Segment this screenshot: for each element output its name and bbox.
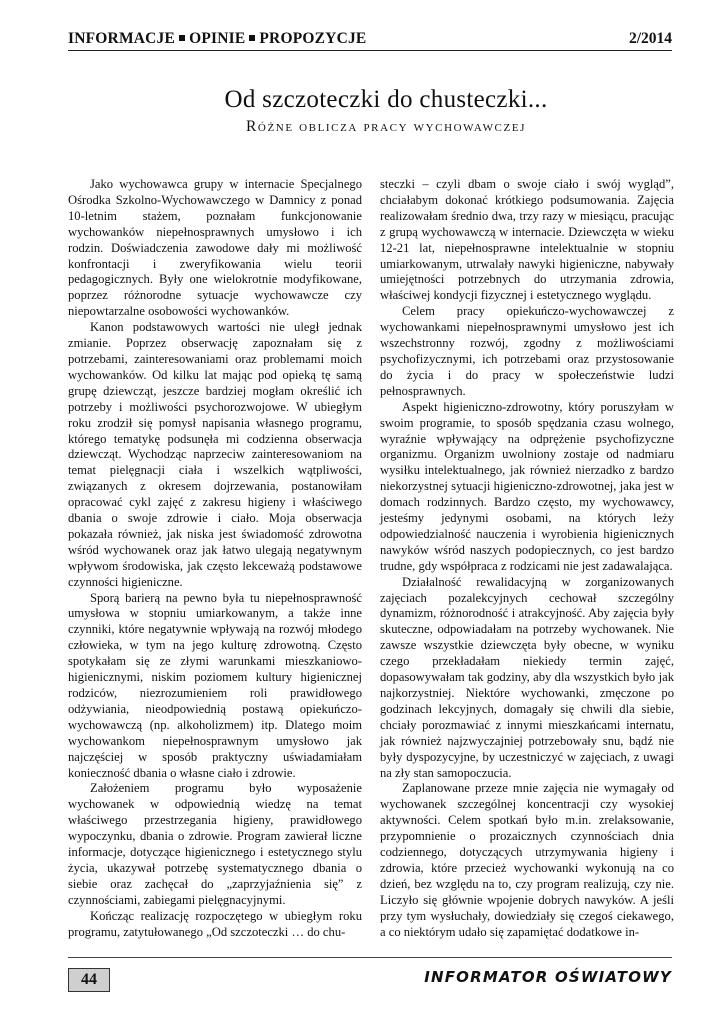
paragraph: Kończąc realizację rozpoczętego w ubiegłym roku programu, zatytułowanego „Od szczoteczki … do chu- xyxy=(68,908,362,939)
left-column xyxy=(68,177,362,941)
page-number: 44 xyxy=(68,968,110,992)
section-labels xyxy=(68,30,366,48)
square-bullet-icon xyxy=(179,35,185,41)
paragraph: Zaplanowane przeze mnie zajęcia nie wymagały od wychowanek szczególnej koncentracji czy wysokiej aktywności. Celem spotkań było m.in. zrelaksowanie, przypomnienie o prozaicznych czynnościach dnia codziennego, dotyczących utrzymywania higieny i zdrowia, które przecież wychowanki wykonują na co dzień, bez względu na to, czy program realizują, czy nie. Liczyło się głównie wpojenie dobrych nawyków. A jeśli przy tym wysłuchały, dowiedziały się czegoś ciekawego, a co niektórym udało się zapamiętać dodatkowe in- xyxy=(380,781,674,939)
article-heading xyxy=(0,86,724,136)
section-label-informacje: INFORMACJE xyxy=(68,30,176,47)
paragraph: Celem pracy opiekuńczo-wychowawczej z wychowankami niepełnosprawnymi umysłowo jest ich wszechstronny rozwój, zgodny z możliwościami psychofizycznymi, ich potrzebami oraz przystosowanie do życia i do pracy w społeczeństwie ludzi pełnosprawnych. xyxy=(380,304,674,398)
paragraph-continuation: steczki – czyli dbam o swoje ciało i swój wygląd”, chciałabym dokonać krótkiego podsumowania. Zajęcia realizowałam średnio dwa, trzy razy w miesiącu, pracując z grupą wychowawczą w internacie. Dziewczęta w wieku 12-21 lat, niepełnosprawne intelektualnie w stopniu umiarkowanym, utrwalały nawyki higieniczne, nabywały umiejętności potrzebnych do utrzymania zdrowia, właściwej kondycji fizycznej i estetycznego wyglądu. xyxy=(380,177,674,303)
paragraph: Kanon podstawowych wartości nie uległ jednak zmianie. Poprzez obserwację zapoznałam się z potrzebami, zainteresowaniami oraz problemami moich wychowanków. Od kilku lat mając pod opieką tę samą grupę dziewcząt, jeszcze bardziej mogłam określić ich potrzeby i możliwości psychorozwojowe. W ubiegłym roku zrodził się pomysł napisania własnego programu, którego tematykę podsunęła mi codzienna obserwacja dziewcząt. Wychodząc naprzeciw zainteresowaniom na temat pielęgnacji ciała i wszelkich wątpliwości, związanych z okresem dojrzewania, postanowiłam opracować cykl zajęć z zakresu higieny i właściwego dbania o swoje zdrowie i ciało. Moja obserwacja pokazała również, jak niska jest świadomość zdrowotna wśród wychowanek oraz jak łatwo ulegają negatywnym wpływom środowiska, jak często lekceważą podstawowe czynności higieniczne. xyxy=(68,320,362,589)
paragraph: Działalność rewalidacyjną w zorganizowanych zajęciach pozalekcyjnych cechował szczególny dynamizm, różnorodność i atrakcyjność. Aby zajęcia były skuteczne, odpowiadałam na potrzeby wychowanek. Nie zawsze wszystkie dziewczęta były obecne, w wyniku czego przekładałam niekiedy termin zajęć, dopasowywałam tak godziny, aby dla wszystkich było jak najkorzystniej. Niektóre wychowanki, zmęczone po godzinach lekcyjnych, domagały się chwili dla siebie, chciały porozmawiać z innymi mieszkańcami internatu, jak również najzwyczajniej potrzebowały snu, bądź nie były dyspozycyjne, by uczestniczyć w zajęciach, z uwagi na zły stan samopoczucia. xyxy=(380,574,674,780)
article-title: Od szczoteczki do chusteczki... xyxy=(224,86,548,113)
article-subtitle: Różne oblicza pracy wychowawczej xyxy=(245,118,527,135)
publication-name: INFORMATOR OŚWIATOWY xyxy=(424,968,672,986)
section-label-opinie: OPINIE xyxy=(189,30,246,47)
square-bullet-icon xyxy=(249,35,255,41)
paragraph: Założeniem programu było wyposażenie wychowanek w odpowiednią wiedzę na temat właściwego przestrzegania higieny, prawidłowego wypoczynku, dbania o zdrowie. Program zawierał liczne informacje, dotyczące higienicznego i estetycznego stylu życia, ukazywał potrzebę systematycznego dbania o siebie oraz zachęcał do „zaprzyjaźnienia się” z czynnościami, zabiegami pielęgnacyjnymi. xyxy=(68,781,362,907)
right-column xyxy=(380,177,674,941)
running-header xyxy=(68,26,672,51)
paragraph: Aspekt higieniczno-zdrowotny, który poruszyłam w swoim programie, to sposób spędzania czasu wolnego, wyraźnie wpływający na odprężenie psychofizyczne organizmu. Organizm uwolniony zostaje od nadmiaru wysiłku intelektualnego, jak również nierzadko z bardzo niekorzystnej sytuacji higieniczno-zdrowotnej, jaka jest w domach rodzinnych. Bardzo często, my wychowawcy, jesteśmy jedynymi osobami, na których leży odpowiedzialność nauczenia i wyrobienia higienicznych nawyków wśród naszych podopiecznych, co jest bardzo trudne, gdy współpraca z rodzicami nie jest zadawalająca. xyxy=(380,399,674,573)
paragraph: Sporą barierą na pewno była tu niepełnosprawność umysłowa w stopniu umiarkowanym, a także inne czynniki, które negatywnie wpływają na rozwój młodego człowieka, w tym na jego kulturę zdrowotną. Często spotykałam się ze złymi warunkami mieszkaniowo-higienicznymi, niskim poziomem kultury higienicznej rodziców, niezrozumieniem roli prawidłowego odżywiania, nieodpowiednią postawą opiekuńczo-wychowawczą (np. alkoholizmem) itp. Dlatego moim wychowankom niepełnosprawnym umysłowo jak najczęściej w sposób praktyczny uświadamiałam konieczność dbania o własne ciało i zdrowie. xyxy=(68,590,362,780)
issue-number: 2/2014 xyxy=(628,30,672,47)
paragraph: Jako wychowawca grupy w internacie Specjalnego Ośrodka Szkolno-Wychowawczego w Damnicy z ponad 10-letnim stażem, poznałam funkcjonowanie wychowanków niepełnosprawnych umysłowo i ich rodzin. Doświadczenia zawodowe dały mi możliwość konfrontacji i zweryfikowania wielu teorii pedagogicznych. Były one wielokrotnie modyfikowane, poprzez różnorodne sytuacje wychowawcze czy niepowtarzalne osobowości wychowanków. xyxy=(68,177,362,319)
section-label-propozycje: PROPOZYCJE xyxy=(259,30,367,47)
footer-divider xyxy=(68,957,672,958)
